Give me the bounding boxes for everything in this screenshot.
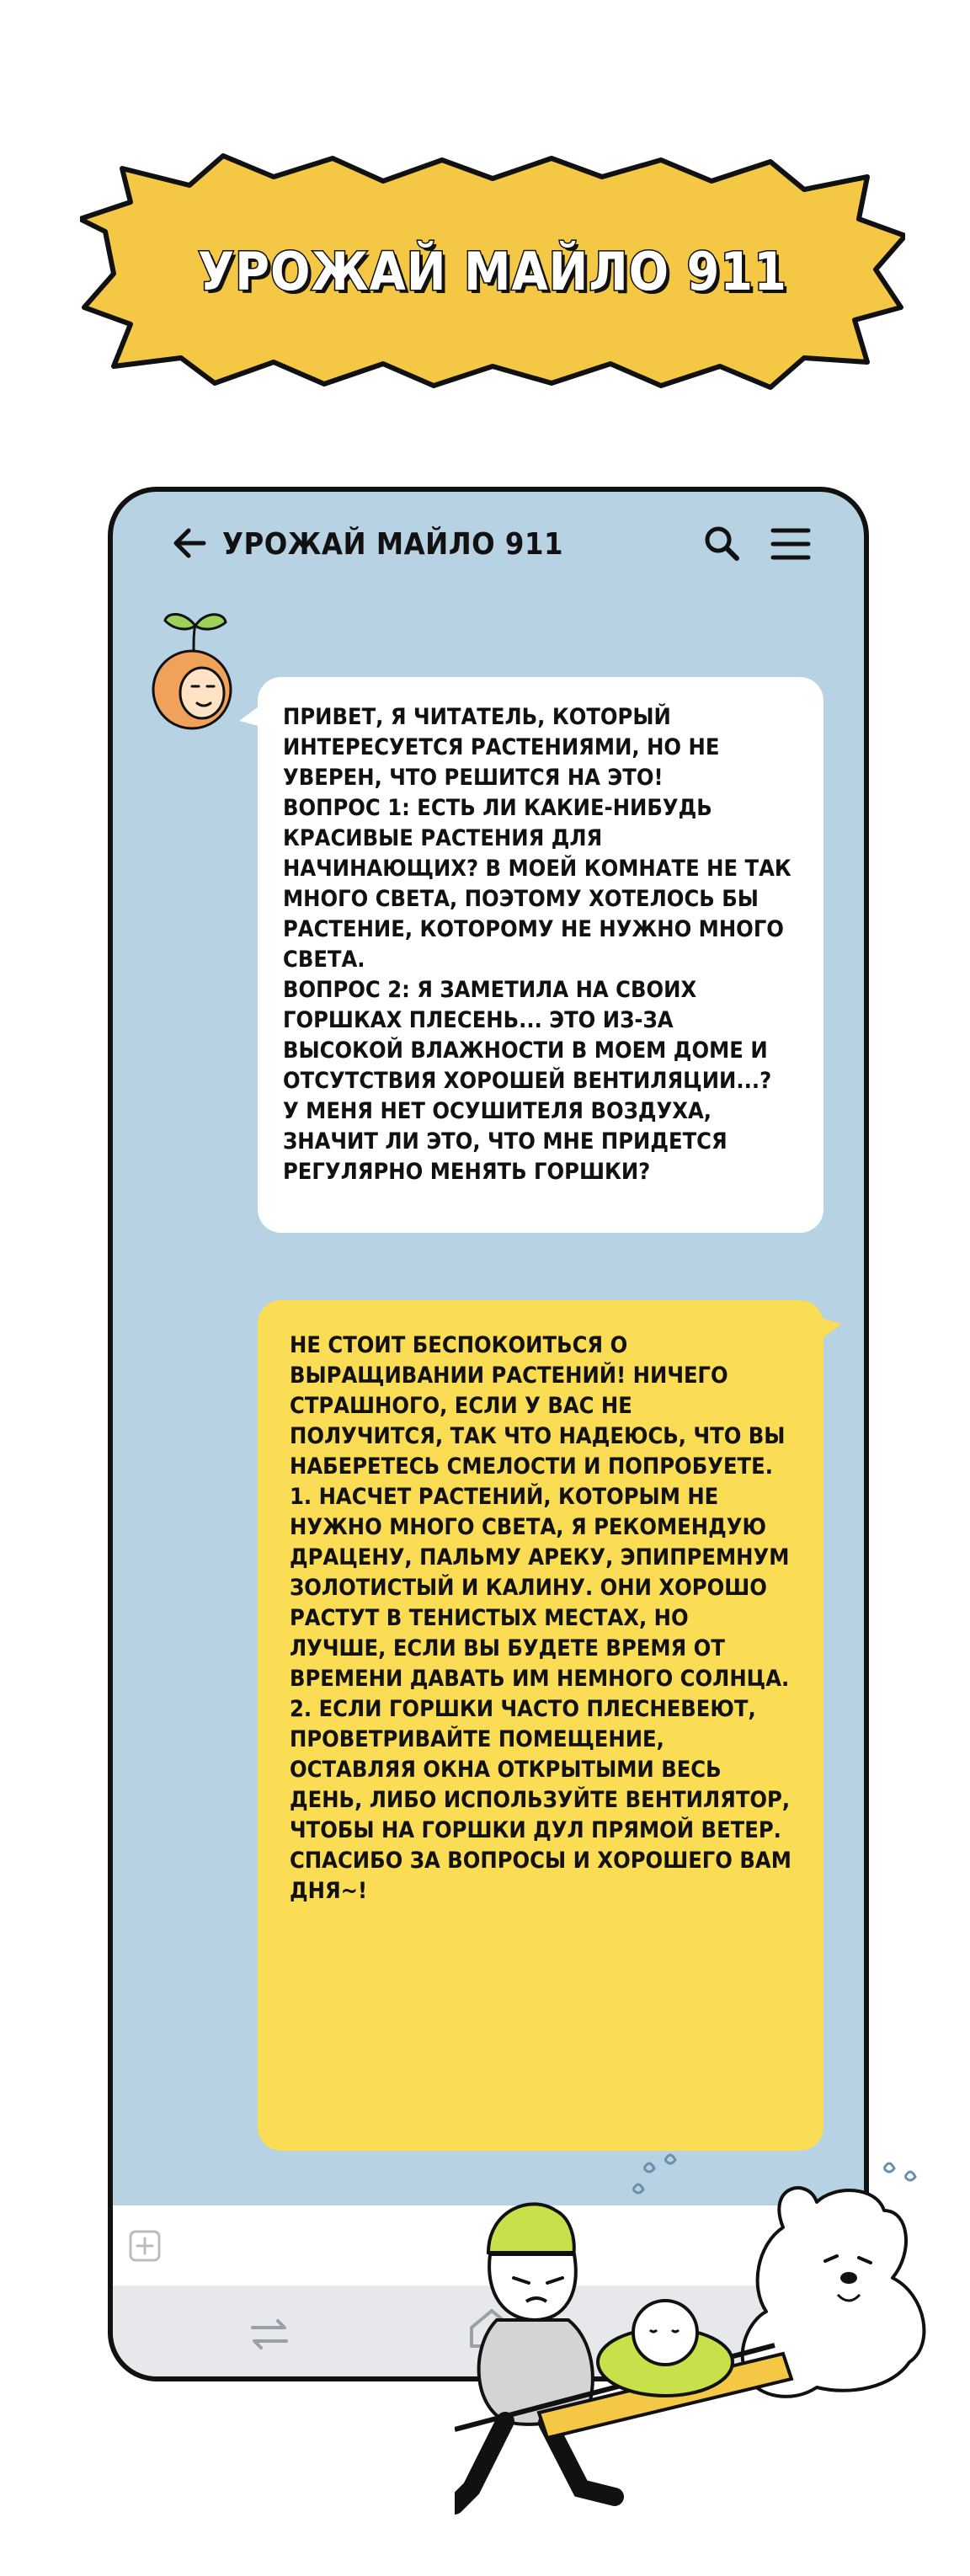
chat-header [113,492,864,584]
arrow-left-icon[interactable] [172,525,207,561]
running-characters-illustration [455,2152,939,2547]
chat-phone-frame [108,487,869,2381]
sweat-drops-icon [633,2155,915,2193]
chat-title: УРОЖАЙ МАЙЛО 911 [222,527,564,562]
title-banner [80,152,905,392]
message-bubble-reader: ПРИВЕТ, Я ЧИТАТЕЛЬ, КОТОРЫЙ ИНТЕРЕСУЕТСЯ РАСТЕНИЯМИ, НО НЕ УВЕРЕН, ЧТО РЕШИТСЯ НА ЭТО! ВОПРОС 1: ЕСТЬ ЛИ КАКИЕ-НИБУДЬ КРАСИВЫЕ РАСТЕНИЯ ДЛЯ НАЧИНАЮЩИХ? В МОЕЙ КОМНАТЕ НЕ ТАК МНОГО СВЕТА, ПОЭТОМУ ХОТЕЛОСЬ БЫ РАСТЕНИЕ, КОТОРОМУ НЕ НУЖНО МНОГО СВЕТА. ВОПРОС 2: Я ЗАМЕТИЛА НА СВОИХ ГОРШКАХ ПЛЕСЕНЬ... ЭТО ИЗ-ЗА ВЫСОКОЙ ВЛАЖНОСТИ В МОЕМ ДОМЕ И ОТСУТСТВИЯ ХОРОШЕЙ ВЕНТИЛЯЦИИ...? У МЕНЯ НЕТ ОСУШИТЕЛЯ ВОЗДУХА, ЗНАЧИТ ЛИ ЭТО, ЧТО МНЕ ПРИДЕТСЯ РЕГУЛЯРНО МЕНЯТЬ ГОРШКИ? [258,677,823,1233]
recent-apps-icon[interactable] [248,2316,291,2353]
page-title: УРОЖАЙ МАЙЛО 911 [198,241,787,302]
reader-avatar [141,605,242,740]
hamburger-menu-icon[interactable] [770,525,812,563]
plus-icon[interactable] [128,2229,162,2263]
man-in-beanie-character [455,2204,615,2505]
search-icon[interactable] [702,524,741,563]
message-bubble-author: НЕ СТОИТ БЕСПОКОИТЬСЯ О ВЫРАЩИВАНИИ РАСТЕНИЙ! НИЧЕГО СТРАШНОГО, ЕСЛИ У ВАС НЕ ПОЛУЧИТСЯ, ТАК ЧТО НАДЕЮСЬ, ЧТО ВЫ НАБЕРЕТЕСЬ СМЕЛОСТИ И ПОПРОБУЕТЕ. 1. НАСЧЕТ РАСТЕНИЙ, КОТОРЫМ НЕ НУЖНО МНОГО СВЕТА, Я РЕКОМЕНДУЮ ДРАЦЕНУ, ПАЛЬМУ АРЕКУ, ЭПИПРЕМНУМ ЗОЛОТИСТЫЙ И КАЛИНУ. ОНИ ХОРОШО РАСТУТ В ТЕНИСТЫХ МЕСТАХ, НО ЛУЧШЕ, ЕСЛИ ВЫ БУДЕТЕ ВРЕМЯ ОТ ВРЕМЕНИ ДАВАТЬ ИМ НЕМНОГО СОЛНЦА. 2. ЕСЛИ ГОРШКИ ЧАСТО ПЛЕСНЕВЕЮТ, ПРОВЕТРИВАЙТЕ ПОМЕЩЕНИЕ, ОСТАВЛЯЯ ОКНА ОТКРЫТЫМИ ВЕСЬ ДЕНЬ, ЛИБО ИСПОЛЬЗУЙТЕ ВЕНТИЛЯТОР, ЧТОБЫ НА ГОРШКИ ДУЛ ПРЯМОЙ ВЕТЕР. СПАСИБО ЗА ВОПРОСЫ И ХОРОШЕГО ВАМ ДНЯ~! [258,1300,823,2151]
